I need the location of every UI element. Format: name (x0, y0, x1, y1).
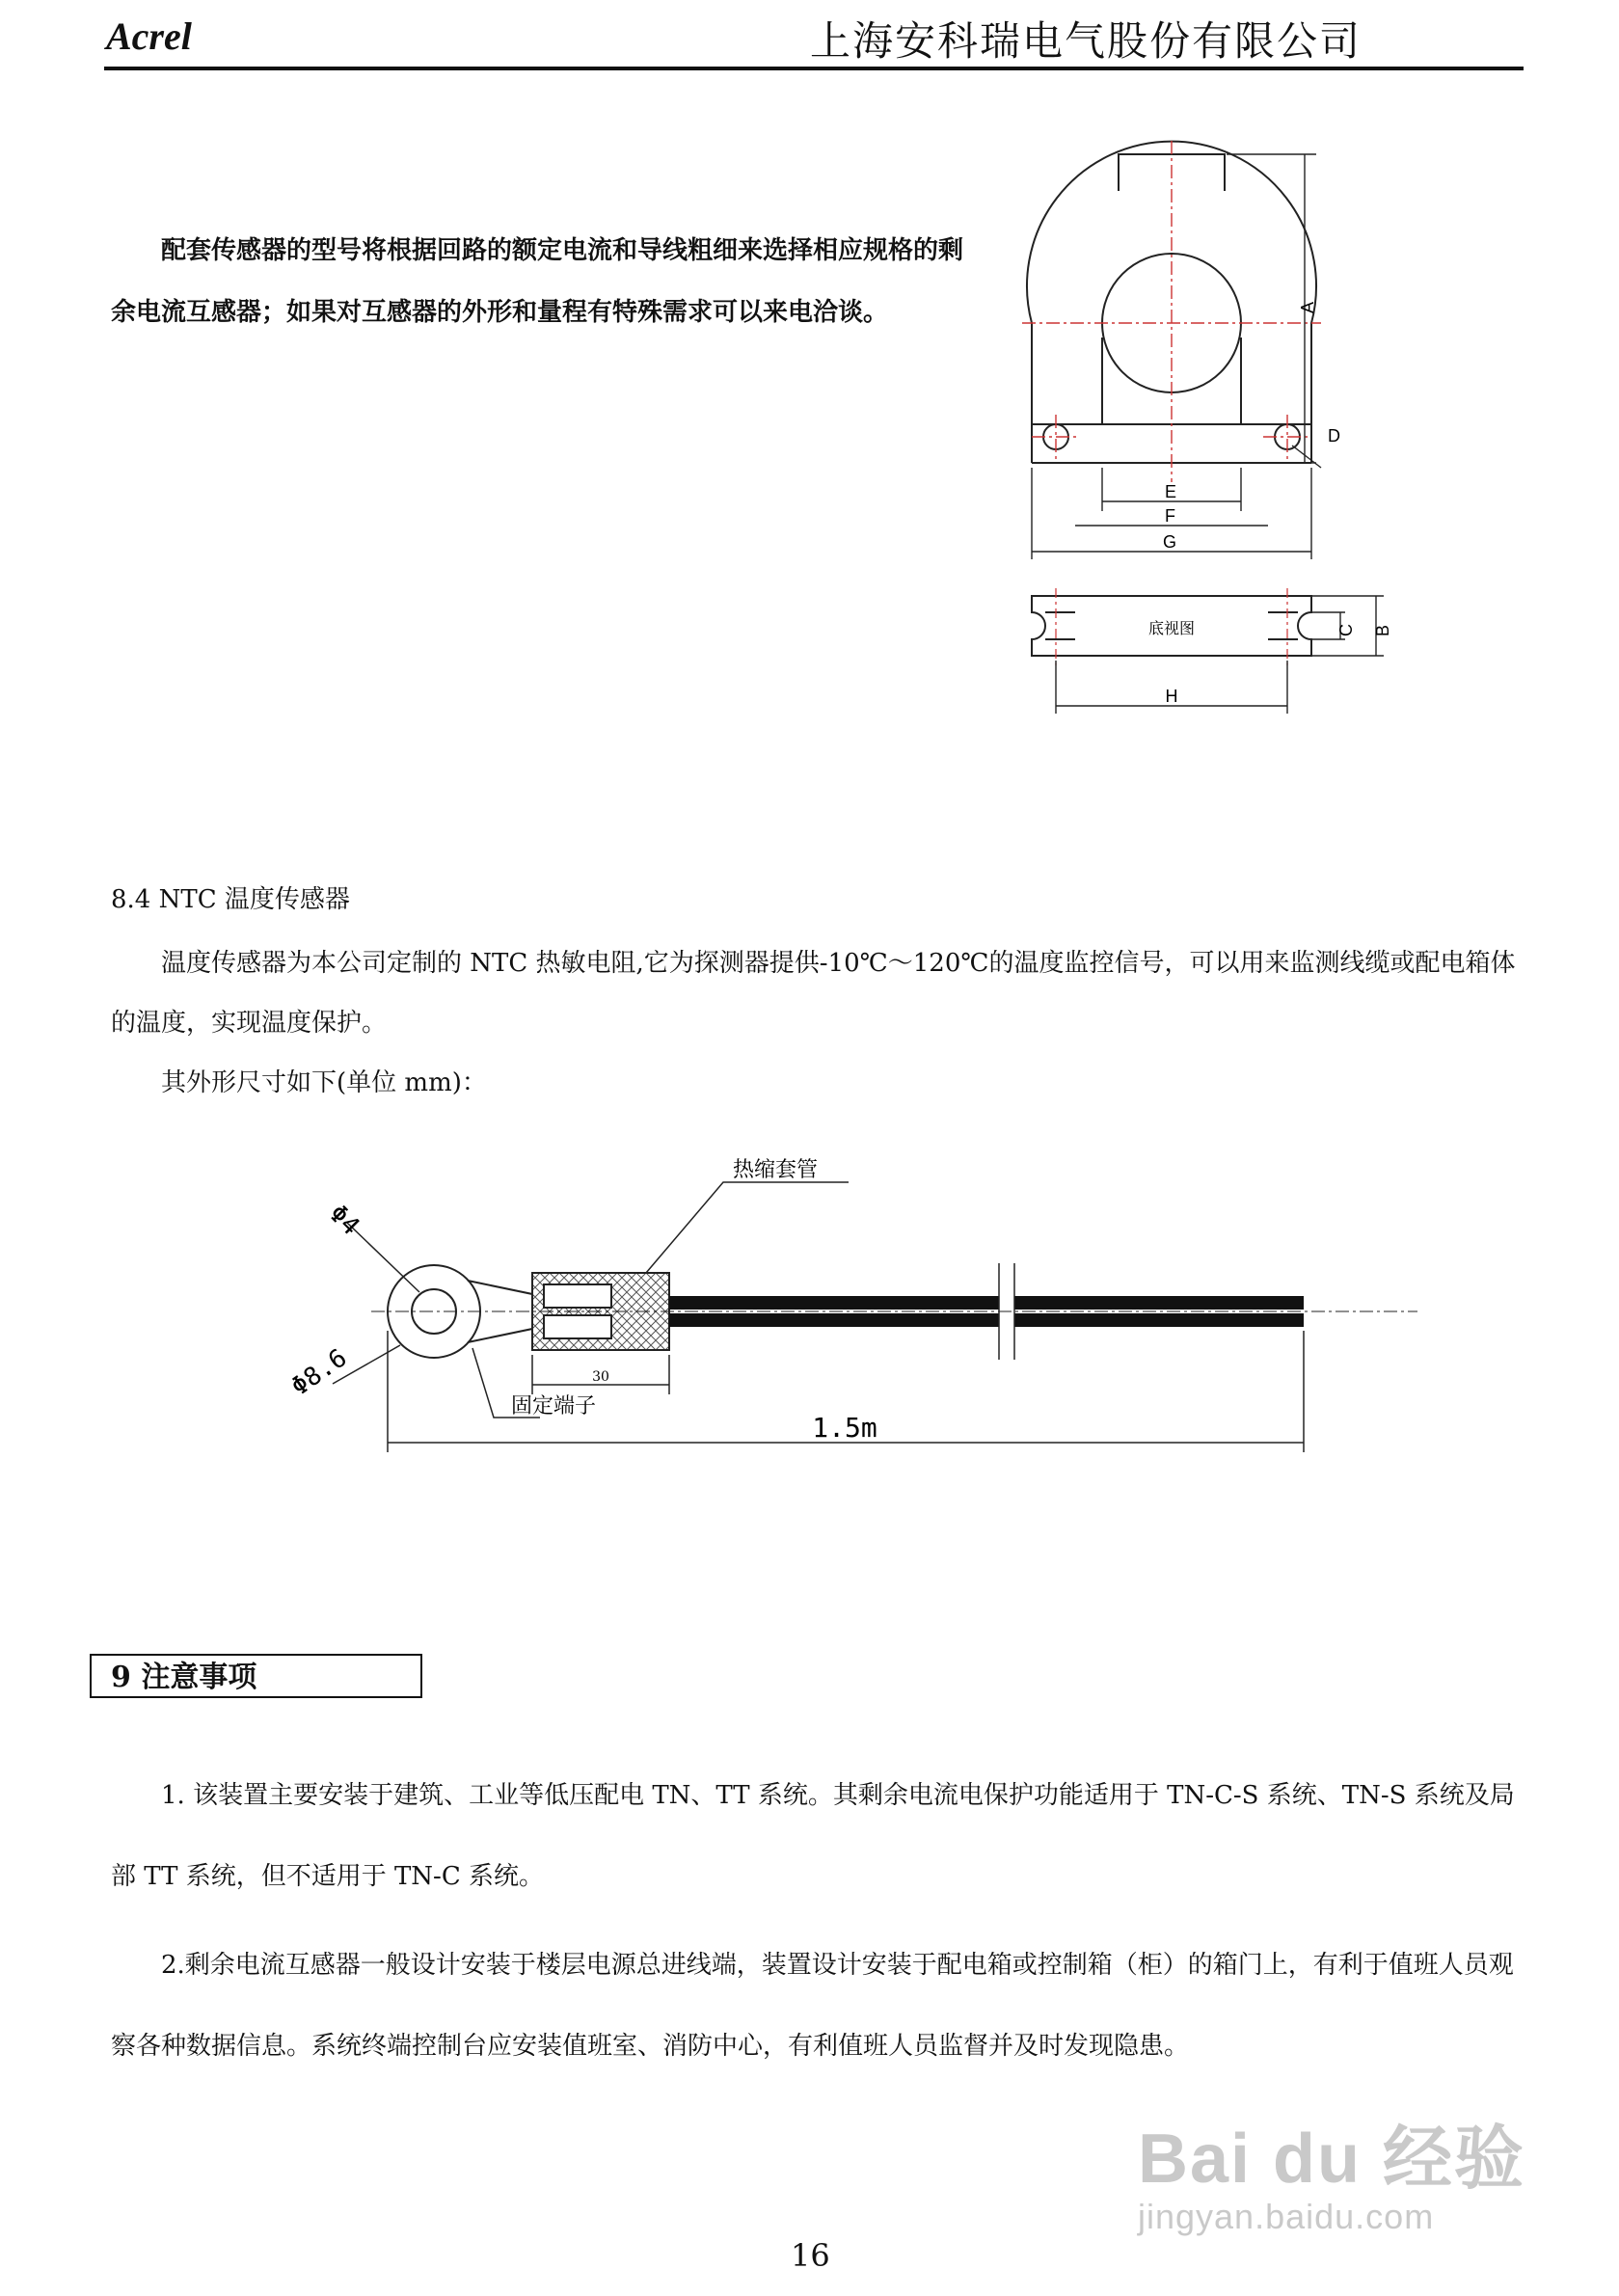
page-number: 16 (791, 2237, 830, 2274)
dim-c-label: C (1336, 624, 1356, 636)
dim-h-label: H (1165, 687, 1178, 706)
dim-b-label: B (1373, 624, 1392, 636)
intro-paragraph: 配套传感器的型号将根据回路的额定电流和导线粗细来选择相应规格的剩余电流互感器；如果对互感器的外形和量程有特殊需求可以来电洽谈。 (111, 236, 964, 327)
bottom-view-label: 底视图 (1147, 619, 1196, 637)
brand-name: Acrel (106, 14, 192, 58)
section-9-notes (111, 1755, 1524, 2094)
dim-a-label: A (1298, 301, 1317, 313)
header-rule (104, 67, 1524, 70)
ntc-description: 温度传感器为本公司定制的 NTC 热敏电阻,它为探测器提供-10℃～120℃的温度监控信号，可以用来监测线缆或配电箱体的温度，实现温度保护。 (111, 949, 1516, 1038)
dim-30-label: 30 (592, 1369, 609, 1385)
phi4-label: Φ4 (323, 1199, 365, 1242)
company-name: 上海安科瑞电气股份有限公司 (810, 17, 1363, 65)
section-9-heading: 9 注意事项 (90, 1654, 422, 1698)
section-8-4-body (111, 933, 1524, 1113)
dim-f-label: F (1165, 506, 1175, 526)
ct-dimension-drawing (1003, 135, 1408, 733)
terminal-label: 固定端子 (511, 1394, 597, 1418)
dim-e-label: E (1165, 482, 1177, 501)
watermark-url: jingyan.baidu.com (1138, 2197, 1435, 2236)
section-8-4-heading: 8.4 NTC 温度传感器 (111, 885, 350, 914)
intro-text (111, 220, 964, 343)
heat-shrink-label: 热缩套管 (733, 1158, 819, 1182)
ntc-dimension-drawing (280, 1138, 1437, 1485)
note-1: 1. 该装置主要安装于建筑、工业等低压配电 TN、TT 系统。其剩余电流电保护功能适用于 TN-C-S 系统、TN-S 系统及局部 TT 系统，但不适用于 TN-C 系统。 (111, 1781, 1515, 1891)
dim-g-label: G (1163, 532, 1177, 552)
watermark-main: Bai du 经验 (1138, 2120, 1526, 2198)
note-2: 2.剩余电流互感器一般设计安装于楼层电源总进线端，装置设计安装于配电箱或控制箱（柜）的箱门上，有利于值班人员观察各种数据信息。系统终端控制台应安装值班室、消防中心，有利值班人员监督并及时发现隐患。 (111, 1951, 1514, 2061)
dim-d-label: D (1328, 426, 1340, 446)
phi86-label: Φ8.6 (285, 1343, 353, 1402)
length-label: 1.5m (812, 1412, 877, 1444)
baidu-watermark (1138, 2102, 1525, 2237)
ntc-dimension-intro: 其外形尺寸如下(单位 mm)： (161, 1068, 487, 1097)
